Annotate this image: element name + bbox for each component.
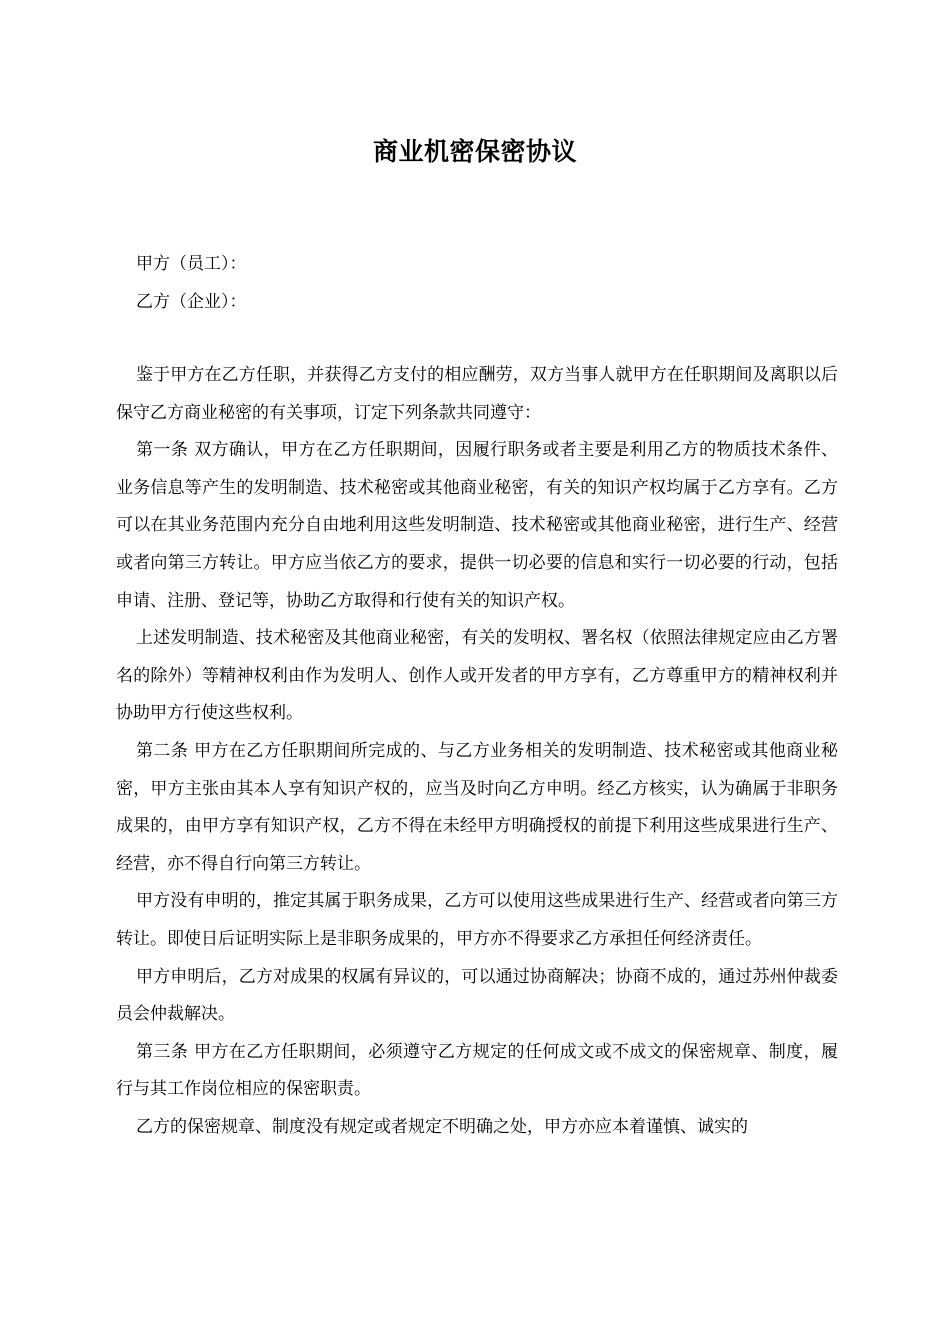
article-2-paragraph: 第二条 甲方在乙方任职期间所完成的、与乙方业务相关的发明制造、技术秘密或其他商业秘密，甲方主张由其本人享有知识产权的，应当及时向乙方申明。经乙方核实，认为确属于非职务成果的，由甲方享有知识产权，乙方不得在未经甲方明确授权的前提下利用这些成果进行生产、经营，亦不得自行向第三方转让。 — [116, 740, 838, 874]
party-b-line: 乙方（企业）： — [136, 292, 247, 312]
parties-block — [136, 245, 247, 321]
article-3-continued-paragraph: 乙方的保密规章、制度没有规定或者规定不明确之处，甲方亦应本着谨慎、诚实的 — [136, 1116, 748, 1137]
party-a-line: 甲方（员工）： — [136, 254, 247, 274]
preamble-paragraph: 鉴于甲方在乙方任职，并获得乙方支付的相应酬劳，双方当事人就甲方在任职期间及离职以后保守乙方商业秘密的有关事项，订定下列条款共同遵守： — [116, 365, 838, 423]
article-1-rights-paragraph: 上述发明制造、技术秘密及其他商业秘密，有关的发明权、署名权（依照法律规定应由乙方署名的除外）等精神权利由作为发明人、创作人或开发者的甲方享有，乙方尊重甲方的精神权利并协助甲方行使这些权利。 — [116, 628, 838, 724]
document-title: 商业机密保密协议 — [372, 137, 577, 166]
agreement-body — [116, 357, 838, 1146]
article-3-paragraph: 第三条 甲方在乙方任职期间，必须遵守乙方规定的任何成文或不成文的保密规章、制度，履行与其工作岗位相应的保密职责。 — [116, 1041, 838, 1100]
article-1-paragraph: 第一条 双方确认，甲方在乙方任职期间，因履行职务或者主要是利用乙方的物质技术条件、业务信息等产生的发明制造、技术秘密或其他商业秘密，有关的知识产权均属于乙方享有。乙方可以在其业务范围内充分自由地利用这些发明制造、技术秘密或其他商业秘密，进行生产、经营或者向第三方转让。甲方应当依乙方的要求，提供一切必要的信息和实行一切必要的行动，包括申请、注册、登记等，协助乙方取得和行使有关的知识产权。 — [116, 440, 838, 611]
article-2-dispute-paragraph: 甲方申明后，乙方对成果的权属有异议的，可以通过协商解决；协商不成的，通过苏州仲裁委员会仲裁解决。 — [116, 966, 838, 1025]
article-2-undeclared-paragraph: 甲方没有申明的，推定其属于职务成果，乙方可以使用这些成果进行生产、经营或者向第三方转让。即使日后证明实际上是非职务成果的，甲方亦不得要求乙方承担任何经济责任。 — [116, 891, 838, 949]
